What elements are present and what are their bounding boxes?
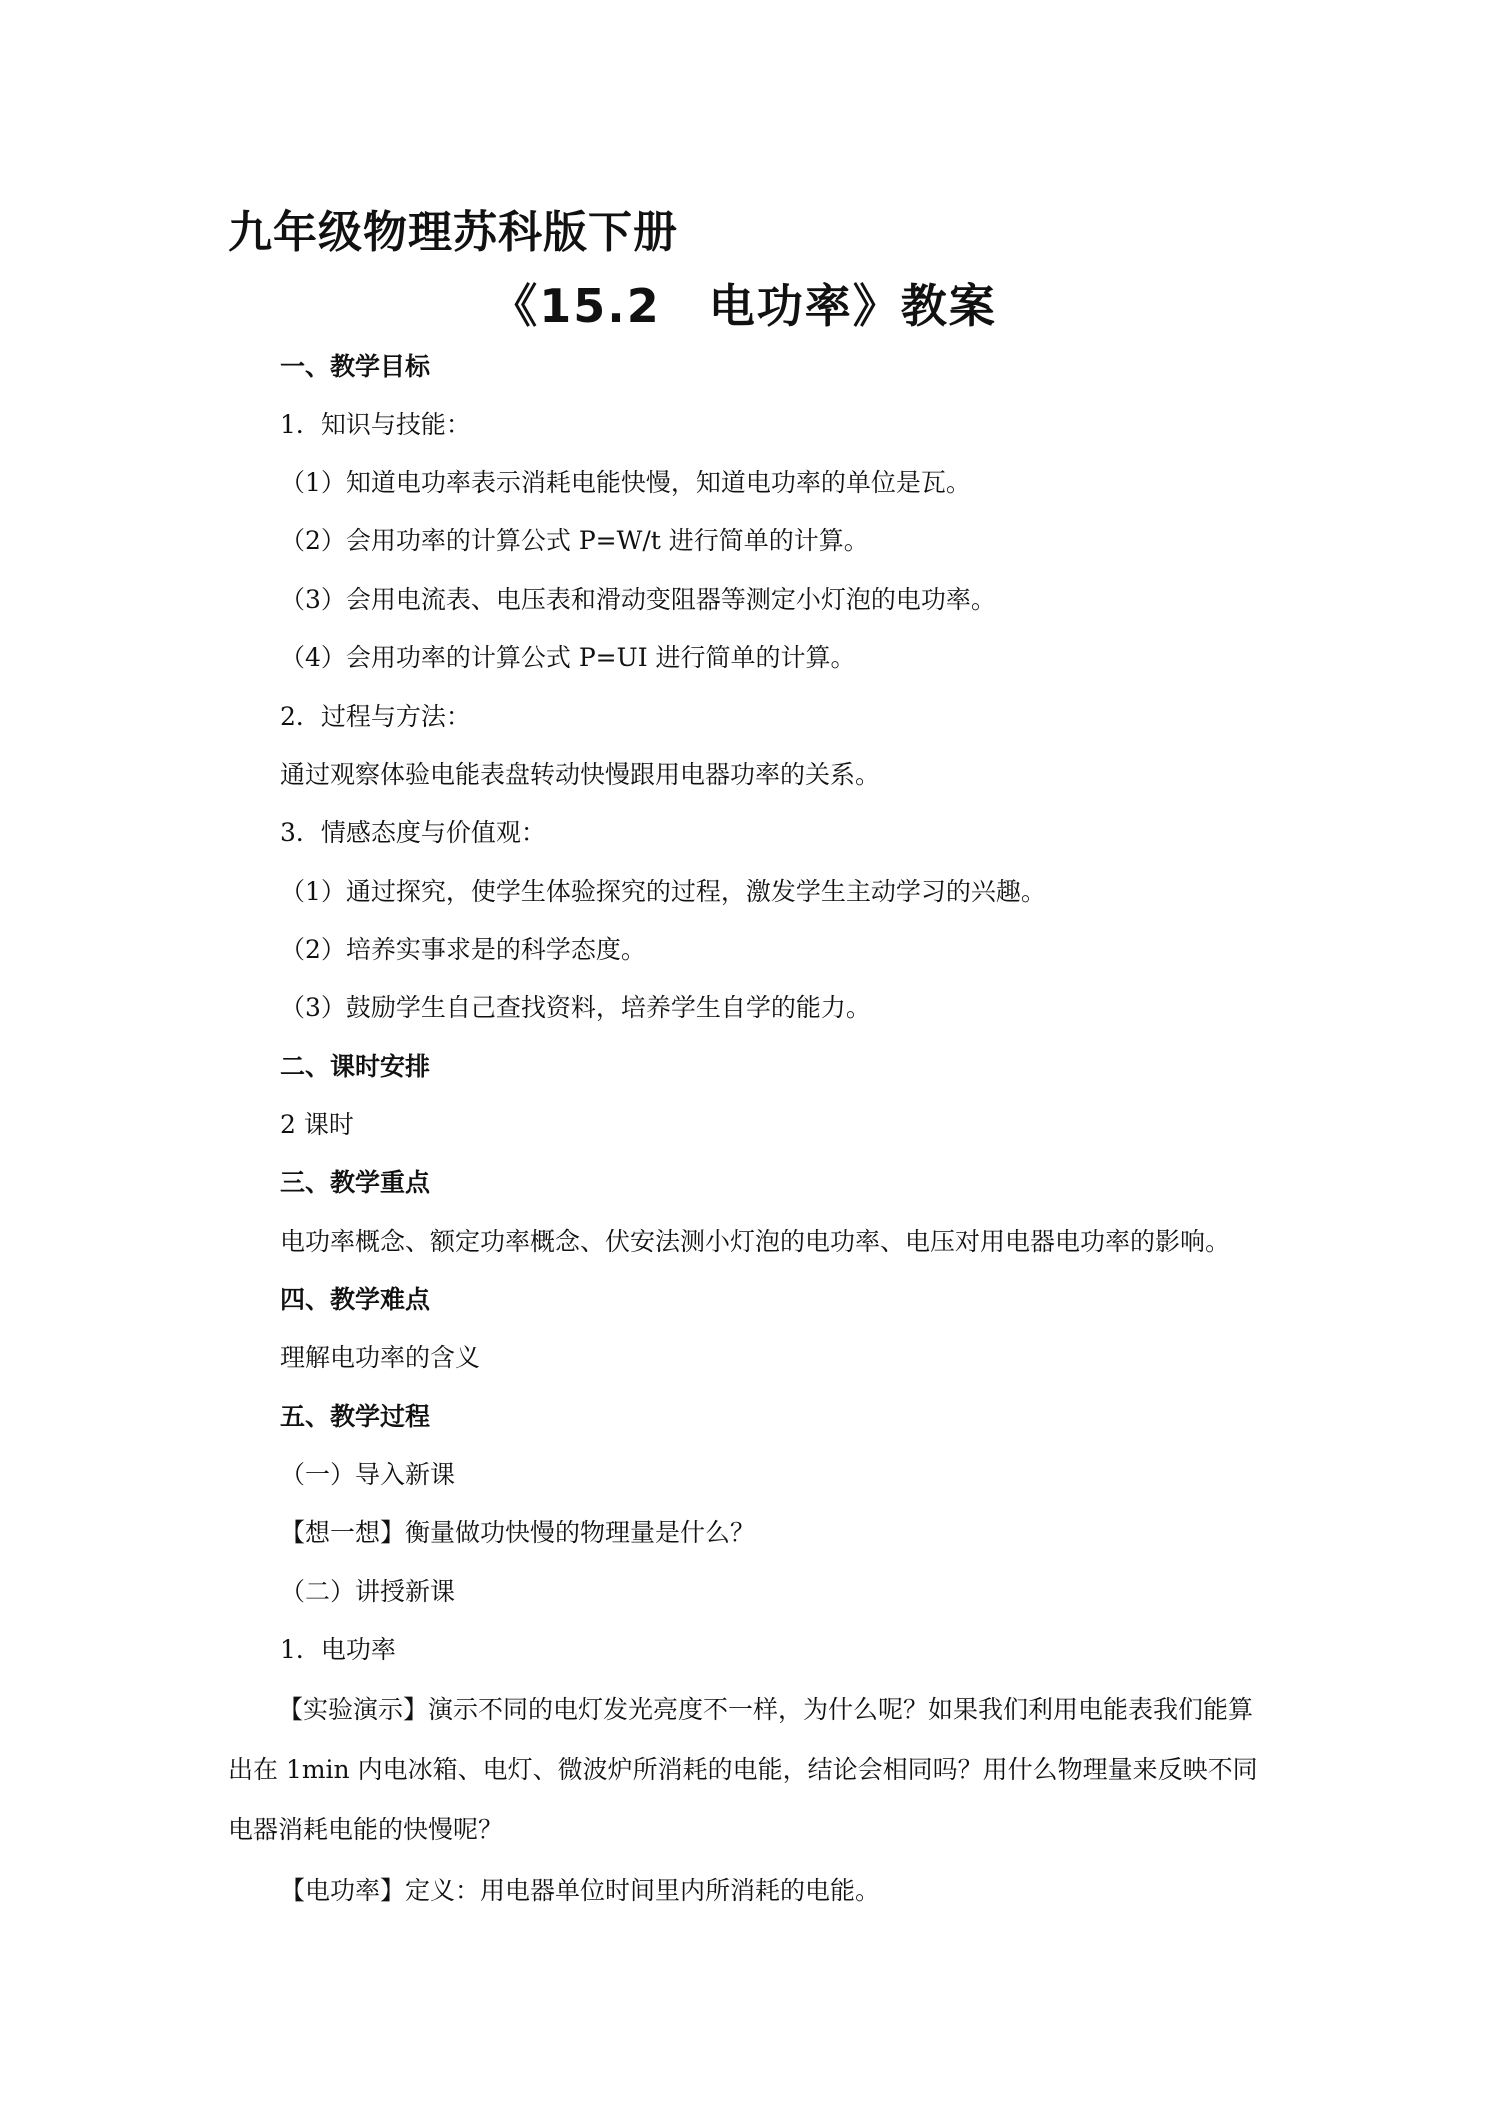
section-heading-difficulties: 四、教学难点 bbox=[280, 1285, 431, 1314]
step-heading-teaching: （二）讲授新课 bbox=[280, 1577, 456, 1606]
subheading-attitude: 3．情感态度与价值观： bbox=[280, 818, 546, 847]
attitude-item: （1）通过探究，使学生体验探究的过程，激发学生主动学习的兴趣。 bbox=[280, 877, 1046, 906]
subheading-knowledge: 1．知识与技能： bbox=[280, 410, 471, 439]
objective-item: （4）会用功率的计算公式 P=UI 进行简单的计算。 bbox=[280, 643, 856, 672]
grade-title: 九年级物理苏科版下册 bbox=[228, 207, 678, 258]
think-question: 【想一想】衡量做功快慢的物理量是什么？ bbox=[280, 1518, 756, 1547]
objective-item: （2）会用功率的计算公式 P=W/t 进行简单的计算。 bbox=[280, 526, 869, 555]
subheading-process: 2．过程与方法： bbox=[280, 702, 471, 731]
step-heading-intro: （一）导入新课 bbox=[280, 1460, 456, 1489]
section-heading-schedule: 二、课时安排 bbox=[280, 1052, 431, 1081]
section-heading-process: 五、教学过程 bbox=[280, 1402, 431, 1431]
definition-line: 【电功率】定义：用电器单位时间里内所消耗的电能。 bbox=[280, 1876, 881, 1905]
section-heading-key-points: 三、教学重点 bbox=[280, 1168, 431, 1197]
attitude-item: （2）培养实事求是的科学态度。 bbox=[280, 935, 646, 964]
lesson-title: 《15.2 电功率》教案 bbox=[491, 279, 997, 333]
objective-item: （1）知道电功率表示消耗电能快慢，知道电功率的单位是瓦。 bbox=[280, 468, 971, 497]
attitude-item: （3）鼓励学生自己查找资料，培养学生自学的能力。 bbox=[280, 993, 871, 1022]
section-heading-objectives: 一、教学目标 bbox=[280, 352, 431, 381]
topic-heading-power: 1．电功率 bbox=[280, 1635, 396, 1664]
schedule-text: 2 课时 bbox=[280, 1110, 354, 1139]
key-points-text: 电功率概念、额定功率概念、伏安法测小灯泡的电功率、电压对用电器电功率的影响。 bbox=[280, 1227, 1231, 1256]
difficulties-text: 理解电功率的含义 bbox=[280, 1343, 481, 1372]
demo-paragraph: 【实验演示】演示不同的电灯发光亮度不一样，为什么呢？如果我们利用电能表我们能算出在 1min 内电冰箱、电灯、微波炉所消耗的电能，结论会相同吗？用什么物理量来反映不同电器消耗电能的快慢呢？ bbox=[228, 1695, 1258, 1844]
objective-item: （3）会用电流表、电压表和滑动变阻器等测定小灯泡的电功率。 bbox=[280, 585, 996, 614]
process-text: 通过观察体验电能表盘转动快慢跟用电器功率的关系。 bbox=[280, 760, 881, 789]
